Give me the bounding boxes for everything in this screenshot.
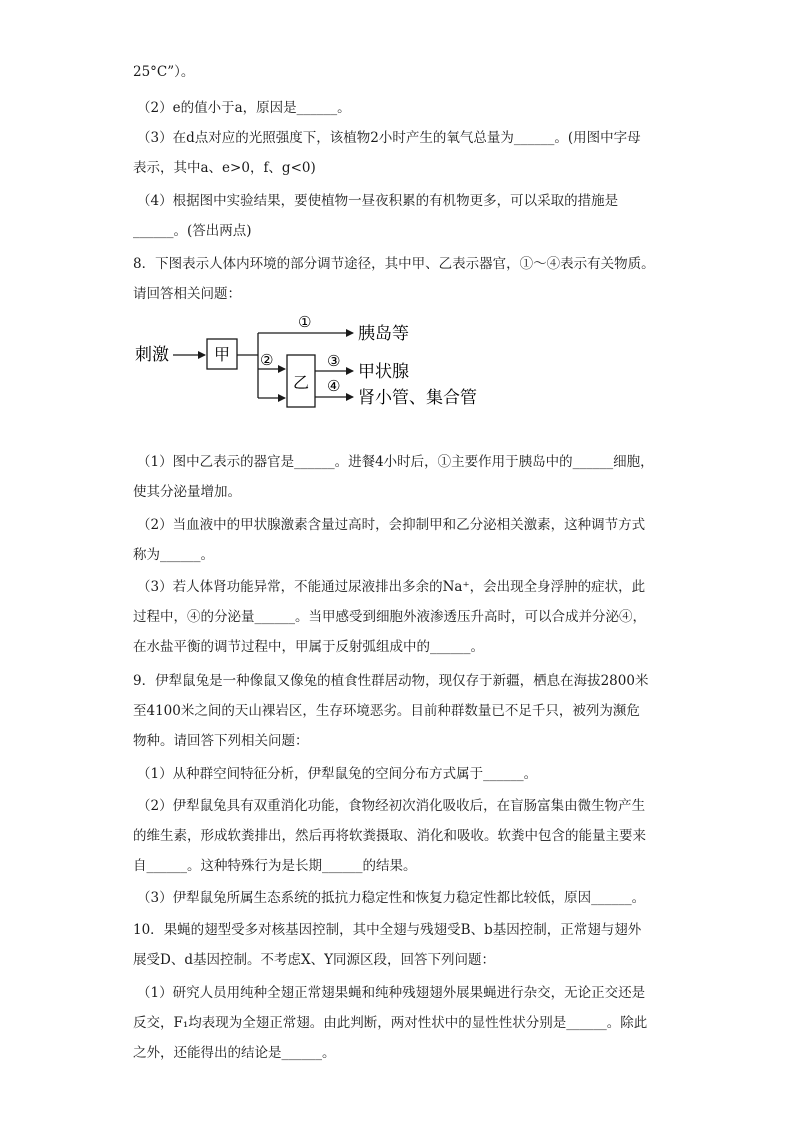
text-line: 反交，F₁均表现为全翅正常翅。由此判断，两对性状中的显性性状分别是______。除此 <box>133 1015 648 1031</box>
stimulus-label: 刺激 <box>135 345 169 365</box>
text-line: 的维生素，形成软粪排出，然后再将软粪摄取、消化和吸收。软粪中包含的能量主要来 <box>133 828 646 844</box>
question-8-3: （3）若人体肾功能异常，不能通过尿液排出多余的Na⁺，会出现全身浮肿的症状，此 <box>137 579 646 595</box>
question-9-3: （3）伊犁鼠兔所属生态系统的抵抗力稳定性和恢复力稳定性都比较低，原因______。 <box>137 890 646 906</box>
text-line: 展受D、d基因控制。不考虑X、Y同源区段，回答下列问题： <box>133 952 495 968</box>
text-line: 25°C”）。 <box>133 64 195 80</box>
text-line: ______。(答出两点) <box>133 223 252 239</box>
label-4: ④ <box>327 377 341 395</box>
target-1: 胰岛等 <box>358 324 409 344</box>
text-line: 至4100米之间的天山裸岩区，生存环境恶劣。目前种群数量已不足千只，被列为濒危 <box>133 703 640 719</box>
text-line: 使其分泌量增加。 <box>133 484 241 500</box>
question-7-3: （3）在d点对应的光照强度下，该植物2小时产生的氧气总量为______。(用图中字母 <box>137 130 641 146</box>
label-3: ③ <box>327 352 341 370</box>
label-1: ① <box>298 313 312 331</box>
text-line: 请回答相关问题： <box>133 286 241 302</box>
question-8-1: （1）图中乙表示的器官是______。进餐4小时后，①主要作用于胰岛中的______细胞， <box>137 454 654 470</box>
label-2: ② <box>260 351 274 369</box>
question-9-2: （2）伊犁鼠兔具有双重消化功能，食物经初次消化吸收后，在盲肠富集由微生物产生 <box>137 798 646 814</box>
question-7-2: （2）e的值小于a，原因是______。 <box>137 100 351 116</box>
question-7-4: （4）根据图中实验结果，要使植物一昼夜积累的有机物更多，可以采取的措施是 <box>137 193 619 209</box>
target-3: 甲状腺 <box>358 362 409 382</box>
text-line: 物种。请回答下列相关问题： <box>133 733 309 749</box>
question-10-1: （1）研究人员用纯种全翅正常翅果蝇和纯种残翅翅外展果蝇进行杂交，无论正交还是 <box>137 985 646 1001</box>
question-9: 9．伊犁鼠兔是一种像鼠又像兔的植食性群居动物，现仅存于新疆，栖息在海拔2800米 <box>133 673 649 689</box>
text-line: 过程中，④的分泌量______。当甲感受到细胞外液渗透压升高时，可以合成并分泌④， <box>133 609 646 625</box>
regulation-diagram <box>133 305 513 415</box>
text-line: 之外，还能得出的结论是______。 <box>133 1045 336 1061</box>
text-line: 在水盐平衡的调节过程中，甲属于反射弧组成中的______。 <box>133 639 484 655</box>
question-9-1: （1）从种群空间特征分析，伊犁鼠兔的空间分布方式属于______。 <box>137 766 538 782</box>
text-line: 自______。这种特殊行为是长期______的结果。 <box>133 858 417 874</box>
question-10: 10．果蝇的翅型受多对核基因控制，其中全翅与残翅受B、b基因控制，正常翅与翅外 <box>133 922 642 938</box>
text-line: 表示，其中a、e>0，f、g<0) <box>133 160 316 176</box>
question-8-2: （2）当血液中的甲状腺激素含量过高时，会抑制甲和乙分泌相关激素，这种调节方式 <box>137 517 646 533</box>
question-8: 8．下图表示人体内环境的部分调节途径，其中甲、乙表示器官，①～④表示有关物质。 <box>133 256 655 272</box>
text-line: 称为______。 <box>133 547 214 563</box>
organ-b-label: 乙 <box>293 373 310 392</box>
target-4: 肾小管、集合管 <box>358 388 477 408</box>
organ-a-label: 甲 <box>214 345 231 364</box>
